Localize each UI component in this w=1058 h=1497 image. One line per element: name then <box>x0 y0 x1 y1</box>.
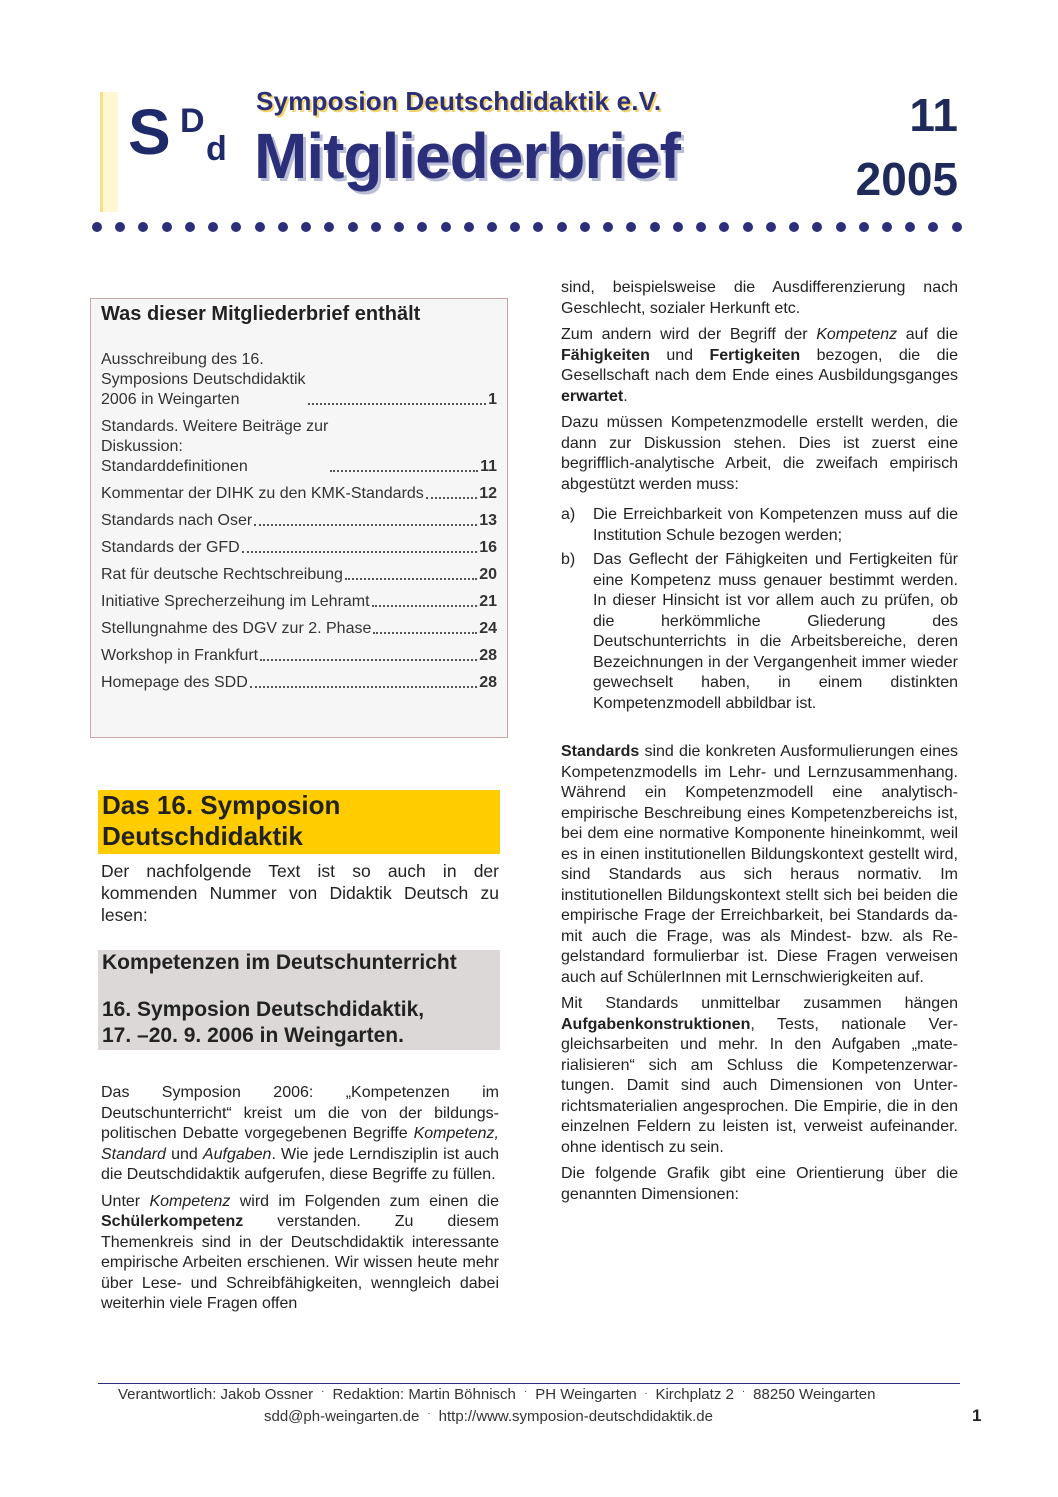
text-run: sind die konkreten Ausformulierungen eines Kompetenzmodells im Lehr- und Lernzusammenhang. Während ein Kompetenzmodell eine analytisch-empirische Beschreibung eines Kompetenzbereichs ist, bei dem eine normative Komponente hineinkommt, weil es in einen institutionellen Bildungskontext gestellt wird, sind Standards aus sich heraus normativ. Im institutionellen Bildungskontext stellt sich bei beiden die empirische Frage der Erreichbarkeit, bei Standards damit auch die Frage, was als Mindest- bzw. als Regelstandard formulierbar ist. Diese Fragen verweisen auch auf SchülerInnen mit Lernschwierigkeiten auf. <box>561 743 958 986</box>
toc-title: Was dieser Mitgliederbrief enthält <box>101 303 421 325</box>
divider-dot <box>789 222 799 232</box>
toc-entry-label: Workshop in Frankfurt <box>101 647 259 664</box>
toc-dot-leader <box>308 403 487 405</box>
left-body-text <box>101 1083 499 1321</box>
toc-entry-page: 24 <box>479 620 497 637</box>
footer-responsible: Verantwortlich: Jakob Ossner <box>118 1386 314 1403</box>
divider-dot <box>766 222 776 232</box>
divider-dot <box>115 222 125 232</box>
newsletter-title: Mitgliederbrief <box>254 120 680 192</box>
text-run: . <box>623 387 628 405</box>
text-run-bold: Fähigkeiten <box>561 346 650 364</box>
divider-dot <box>696 222 706 232</box>
logo-letter-d-upper: D <box>180 102 205 140</box>
toc-entry-page: 1 <box>488 391 497 408</box>
toc-dot-leader <box>345 578 477 580</box>
list-item <box>561 550 958 714</box>
symposion-heading-line2: Deutschdidaktik <box>102 821 303 851</box>
divider-dot <box>743 222 753 232</box>
toc-entry[interactable] <box>101 417 497 477</box>
toc-entry[interactable] <box>101 511 497 531</box>
text-run: und <box>165 1145 203 1163</box>
divider-dot <box>301 222 311 232</box>
text-run: verstanden. Zu diesem Themenkreis sind in der Deutschdidaktik interessante empirische Arbeiten erschienen. Wir wissen heute mehr über Lese- und Schreibfähigkeiten, wenngleich dabei weiterhin viele Fragen offen <box>101 1213 499 1312</box>
toc-entry[interactable] <box>101 538 497 558</box>
divider-dot <box>371 222 381 232</box>
toc-entry-label: Kommentar der DIHK zu den KMK-Standards <box>101 485 424 502</box>
divider-dot <box>208 222 218 232</box>
list-item <box>561 505 958 546</box>
footer-line-1 <box>118 1386 948 1403</box>
footer-street: Kirchplatz 2 <box>655 1386 734 1403</box>
toc-entry-page: 21 <box>479 593 497 610</box>
symposion-heading-line1: Das 16. Symposion <box>102 790 341 820</box>
footer-institution: PH Weingarten <box>535 1386 637 1403</box>
footer-line-2 <box>264 1408 713 1425</box>
divider-dot <box>650 222 660 232</box>
list-text: Das Geflecht der Fähigkeiten und Fertigkeiten für eine Kompetenz muss genauer bestimmt werden. In dieser Hinsicht ist vor allem auch zu prüfen, ob die herkömmliche Gliederung des Deutschunterrichts in die Arbeitsbereiche, deren Bezeichnungen in der Vergangenheit immer wieder gewechselt haben, in einem distinkten Kompetenzmodell abbildbar ist. <box>593 551 958 712</box>
toc-dot-leader <box>250 686 477 688</box>
toc-entry[interactable] <box>101 592 497 612</box>
symposion-box-subtitle-1: 16. Symposion Deutschdidaktik, <box>102 998 425 1021</box>
divider-dot <box>348 222 358 232</box>
footer-rule <box>98 1383 960 1384</box>
text-run: , Tests, nationale Vergleichsarbeiten und mehr. In den Aufgaben „materialisieren“ sich am Schluss die Kompetenzerwartungen. Damit sind auch Dimensionen von Unterrichtsmaterialien angesprochen. Die Empirie, die in den einzelnen Feldern zu leisten ist, verweist aufeinander. ohne identisch zu sein. <box>561 1015 958 1156</box>
list-marker: a) <box>561 506 576 523</box>
divider-dot <box>464 222 474 232</box>
divider-dot <box>928 222 938 232</box>
toc-entry[interactable] <box>101 565 497 585</box>
divider-dot <box>859 222 869 232</box>
footer-website-link[interactable]: http://www.symposion-deutschdidaktik.de <box>438 1408 713 1425</box>
text-run-italic: Kompetenz, Standard <box>101 1125 499 1163</box>
right-paragraph-5 <box>561 994 958 1158</box>
text-run: bezogen, die die Gesellschaft nach dem Ende eines Ausbildungsganges <box>561 346 958 384</box>
text-run-bold: Schülerkompetenz <box>101 1213 244 1230</box>
text-run: Zum andern wird der Begriff der <box>561 326 817 343</box>
toc-dot-leader <box>373 632 477 634</box>
dotted-divider <box>92 222 962 238</box>
toc-entry-page: 11 <box>480 458 497 475</box>
toc-entry-page: 20 <box>479 566 497 583</box>
text-run: . Wie jede Lerndisziplin ist auch die Deutschdidaktik aufgerufen, diese Begriffe zu füllen. <box>101 1145 500 1183</box>
text-run-bold: erwartet <box>561 387 624 405</box>
logo-letter-s: S <box>128 96 171 168</box>
divider-dot <box>394 222 404 232</box>
divider-dot <box>487 222 497 232</box>
left-paragraph-1 <box>101 1083 499 1186</box>
divider-dot <box>255 222 265 232</box>
divider-dot <box>719 222 729 232</box>
toc-entry-label: Ausschreibung des 16. Symposions Deutschdidaktik 2006 in Weingarten <box>101 351 306 408</box>
divider-dot <box>441 222 451 232</box>
symposion-title-box <box>98 950 500 1050</box>
text-run-bold: Standards <box>561 743 640 760</box>
toc-dot-leader <box>330 470 478 472</box>
symposion-intro: Der nachfolgende Text ist so auch in der kommenden Nummer von Didaktik Deutsch zu lesen: <box>101 861 499 925</box>
divider-dot <box>138 222 148 232</box>
toc-entry-label: Standards der GFD <box>101 539 240 556</box>
right-paragraph-1: sind, beispielsweise die Ausdifferenzierung nach Geschlecht, sozialer Herkunft etc. <box>561 279 958 317</box>
text-run: Unter <box>101 1192 150 1210</box>
right-paragraph-6: Die folgende Grafik gibt eine Orientierung über die genannten Dimensionen: <box>561 1165 958 1203</box>
organization-name: Symposion Deutschdidaktik e.V. <box>256 86 662 116</box>
text-run: Das Symposion 2006: „Kompetenzen im Deutschunterricht“ kreist um die von der bildungspolitischen Debatte vorgegebenen Begriffe <box>101 1084 499 1142</box>
symposion-box-subtitle-2: 17. –20. 9. 2006 in Weingarten. <box>102 1024 404 1047</box>
footer-separator: · <box>321 1386 325 1397</box>
divider-dot <box>836 222 846 232</box>
right-paragraph-2 <box>561 325 958 407</box>
footer-editor: Redaktion: Martin Böhnisch <box>332 1386 516 1403</box>
divider-dot <box>231 222 241 232</box>
right-paragraph-4 <box>561 742 958 988</box>
divider-dot <box>905 222 915 232</box>
issue-year: 2005 <box>855 153 958 205</box>
right-paragraph-3: Dazu müssen Kompetenzmodelle erstellt werden, die dann zur Diskussion stehen. Dies ist zuerst eine begrifflich-analytische Arbeit, die zweifach empirisch abgestützt werden muss: <box>561 414 958 493</box>
table-of-contents <box>90 298 508 738</box>
toc-entry-label: Initiative Sprecherzeihung im Lehramt <box>101 593 370 610</box>
divider-dot <box>324 222 334 232</box>
text-run: auf die <box>897 326 959 343</box>
text-run: Mit Standards unmittelbar zusammen hängen <box>561 995 958 1012</box>
toc-entry-page: 16 <box>479 539 497 556</box>
toc-entry-label: Standards nach Oser <box>101 512 253 529</box>
text-run-italic: Aufgaben <box>202 1145 272 1163</box>
issue-number: 11 <box>909 89 958 141</box>
footer-city: 88250 Weingarten <box>753 1386 876 1403</box>
toc-entry[interactable] <box>101 646 497 666</box>
footer-separator: · <box>523 1386 528 1397</box>
divider-dot <box>417 222 427 232</box>
text-run: wird im Folgenden zum einen die <box>230 1192 499 1210</box>
toc-entry[interactable] <box>101 484 497 504</box>
divider-dot <box>673 222 683 232</box>
sdd-logo <box>128 96 248 180</box>
text-run-bold: Aufgabenkonstruktionen <box>561 1015 751 1033</box>
divider-dot <box>185 222 195 232</box>
symposion-box-title: Kompetenzen im Deutschunterricht <box>102 951 457 974</box>
toc-entry[interactable] <box>101 350 497 410</box>
logo-letter-d-lower: d <box>206 130 227 168</box>
left-paragraph-2 <box>101 1192 499 1315</box>
toc-dot-leader <box>260 659 477 661</box>
toc-entry-label: Homepage des SDD <box>101 674 248 691</box>
text-run-bold: Fertigkeiten <box>709 346 801 364</box>
toc-entry-label: Rat für deutsche Rechtschreibung <box>101 566 343 583</box>
divider-dot <box>626 222 636 232</box>
divider-dot <box>557 222 567 232</box>
toc-dot-leader <box>254 524 477 526</box>
toc-entry[interactable] <box>101 673 497 693</box>
toc-entry-page: 28 <box>479 647 497 664</box>
toc-entry-label: Stellungnahme des DGV zur 2. Phase <box>101 620 372 637</box>
divider-dot <box>278 222 288 232</box>
list-marker: b) <box>561 551 576 568</box>
footer-email-link[interactable]: sdd@ph-weingarten.de <box>264 1408 420 1425</box>
footer-separator: . <box>644 1386 648 1397</box>
right-body-text <box>561 278 958 1211</box>
toc-dot-leader <box>242 551 477 553</box>
divider-dot <box>580 222 590 232</box>
list-text: Die Erreichbarkeit von Kompetenzen muss auf die Institution Schule bezogen werden; <box>593 506 958 544</box>
divider-dot <box>812 222 822 232</box>
toc-dot-leader <box>372 605 478 607</box>
divider-dot <box>92 222 102 232</box>
requirements-list <box>561 505 958 714</box>
toc-entry[interactable] <box>101 619 497 639</box>
toc-entry-page: 12 <box>479 485 497 502</box>
divider-dot <box>952 222 962 232</box>
logo-bar <box>100 92 118 212</box>
footer-separator: · <box>427 1408 431 1419</box>
toc-entries <box>101 350 497 693</box>
divider-dot <box>162 222 172 232</box>
toc-entry-page: 13 <box>479 512 497 529</box>
divider-dot <box>510 222 520 232</box>
divider-dot <box>882 222 892 232</box>
page-number: 1 <box>972 1406 982 1425</box>
divider-dot <box>603 222 613 232</box>
footer-separator: · <box>741 1386 746 1397</box>
spacer <box>561 720 958 742</box>
symposion-heading <box>98 790 500 854</box>
text-run-italic: Kompetenz <box>149 1192 231 1210</box>
divider-dot <box>533 222 543 232</box>
toc-entry-label: Standards. Weitere Beiträge zur Diskussion: Standarddefinitionen <box>101 418 329 475</box>
toc-entry-page: 28 <box>479 674 497 691</box>
toc-dot-leader <box>426 497 477 499</box>
text-run-italic: Kompetenz <box>816 326 898 343</box>
text-run: und <box>649 346 710 364</box>
